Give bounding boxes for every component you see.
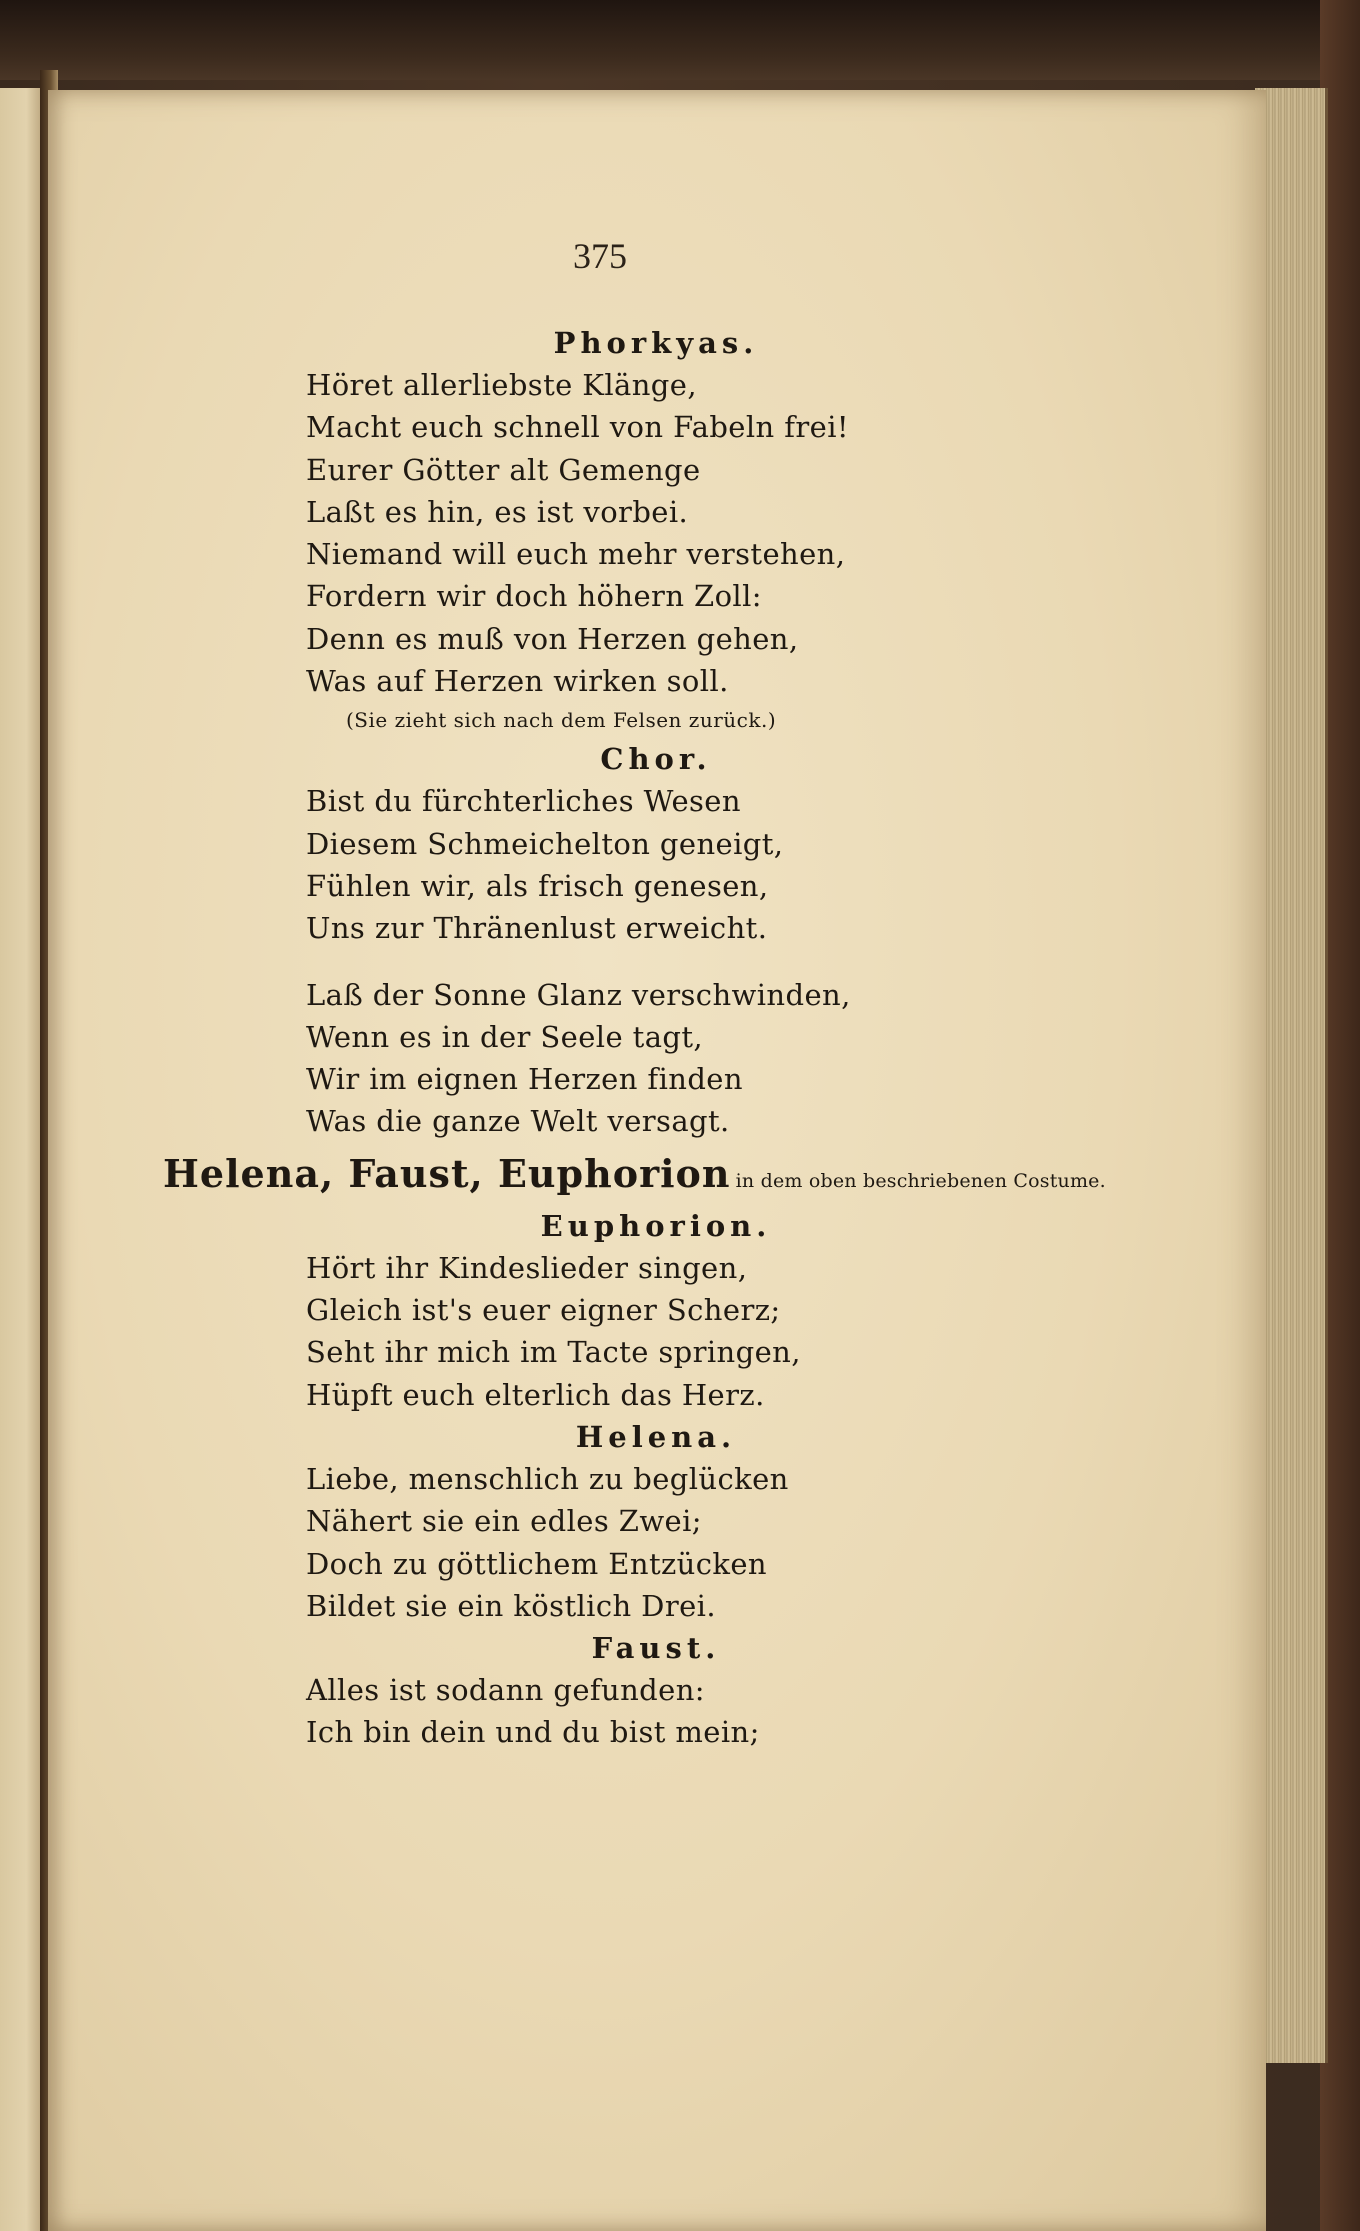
verse-line: Fordern wir doch höhern Zoll: (306, 579, 762, 614)
verse-line: Liebe, menschlich zu beglücken (306, 1461, 789, 1496)
stage-direction: (Sie zieht sich nach dem Felsen zurück.) (346, 708, 777, 733)
speaker-heading-phorkyas: Phorkyas. (553, 326, 759, 360)
verse-line: Hüpft euch elterlich das Herz. (306, 1377, 765, 1412)
page-number: 375 (573, 236, 627, 276)
verse-line: Was auf Herzen wirken soll. (306, 664, 729, 699)
verse-line: Bist du fürchterliches Wesen (306, 784, 741, 819)
verse-line: Nähert sie ein edles Zwei; (306, 1504, 702, 1539)
book-cover-top-edge (0, 0, 1360, 80)
verse-line: Eurer Götter alt Gemenge (306, 452, 701, 487)
verse-line: Uns zur Thränenlust erweicht. (306, 911, 768, 946)
verse-line: Laßt es hin, es ist vorbei. (306, 494, 689, 529)
verse-line: Doch zu göttlichem Entzücken (306, 1546, 768, 1581)
verse-line: Bildet sie ein köstlich Drei. (306, 1588, 716, 1623)
verse-line: Macht euch schnell von Fabeln frei! (306, 410, 849, 445)
cast-entrance-line (163, 1143, 1106, 1205)
verse-line: Niemand will euch mehr verstehen, (306, 537, 846, 572)
verse-line: Laß der Sonne Glanz verschwinden, (306, 977, 851, 1012)
verse-line: Wir im eignen Herzen finden (306, 1062, 743, 1097)
play-text (163, 322, 1106, 1754)
speaker-heading-helena: Helena. (575, 1419, 737, 1454)
cast-names: Helena, Faust, Euphorion (163, 1150, 731, 1196)
verse-line: Hört ihr Kindeslieder singen, (306, 1250, 748, 1285)
verse-line: Denn es muß von Herzen gehen, (306, 621, 799, 656)
verse-line: Seht ihr mich im Tacte springen, (306, 1335, 801, 1370)
facing-page-edge (0, 88, 44, 2231)
verse-line: Höret allerliebste Klänge, (306, 368, 697, 402)
verse-line: Ich bin dein und du bist mein; (306, 1715, 760, 1750)
speaker-heading-faust: Faust. (591, 1631, 721, 1666)
verse-line: Was die ganze Welt versagt. (306, 1104, 730, 1139)
verse-line: Diesem Schmeichelton geneigt, (306, 826, 784, 861)
verse-line: Fühlen wir, als frisch genesen, (306, 868, 769, 903)
cast-costume-note: in dem oben beschriebenen Costume. (735, 1169, 1106, 1192)
speaker-heading-chor: Chor. (600, 742, 712, 777)
verse-line: Wenn es in der Seele tagt, (306, 1019, 704, 1054)
verse-line: Gleich ist's euer eigner Scherz; (306, 1293, 781, 1328)
stanza-gap (306, 950, 1086, 974)
speaker-heading-euphorion: Euphorion. (540, 1208, 772, 1243)
verse-line: Alles ist sodann gefunden: (306, 1673, 705, 1708)
